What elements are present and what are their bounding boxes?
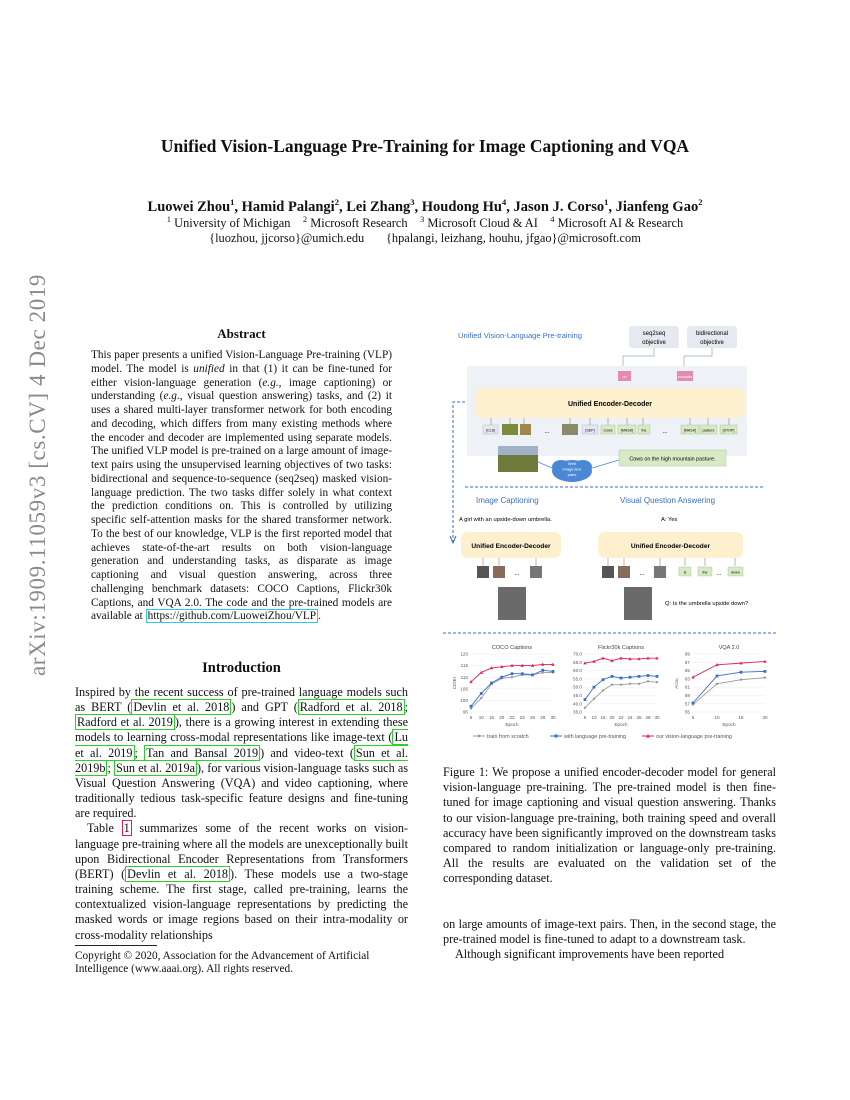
vqa-input-row xyxy=(602,566,743,578)
data-point xyxy=(611,675,614,678)
series-line xyxy=(471,670,553,706)
y-tick-label: 120 xyxy=(460,651,468,657)
y-tick-label: 57 xyxy=(684,701,690,707)
y-tick-label: 60.0 xyxy=(573,668,582,674)
region-thumbnail xyxy=(618,566,630,578)
token-label: [CLS] xyxy=(486,428,495,433)
data-point xyxy=(480,692,483,695)
masked-token-label: mountain xyxy=(677,375,693,379)
citation-link[interactable]: Tan and Bansal 2019 xyxy=(146,745,259,760)
text-run: This paper presents a unified Vision-Language Pre-training (VLP) model. The model is xyxy=(91,349,392,375)
girl-umbrella-image xyxy=(624,587,652,620)
masked-token-label: on xyxy=(622,375,627,379)
y-tick-label: 70.0 xyxy=(573,651,582,657)
text-run: unified xyxy=(193,362,225,375)
data-point xyxy=(638,675,641,678)
paragraph xyxy=(75,821,408,942)
x-tick-label: 30 xyxy=(654,715,660,720)
affiliation: Microsoft Cloud & AI xyxy=(427,216,538,230)
data-point xyxy=(647,680,649,682)
y-tick-label: 50.0 xyxy=(573,684,582,690)
token-label: the xyxy=(641,428,647,433)
token-label: pasture xyxy=(702,428,715,433)
data-point xyxy=(602,689,604,691)
text-run: ; xyxy=(107,760,115,775)
token-label: [SEP] xyxy=(585,428,595,433)
data-point xyxy=(602,678,605,681)
data-point xyxy=(764,676,766,678)
region-thumbnail xyxy=(493,566,505,578)
author-affil-mark: 3 xyxy=(410,197,415,208)
y-tick-label: 59 xyxy=(684,693,690,699)
data-point xyxy=(740,671,743,674)
x-axis-label: Epoch xyxy=(614,722,628,727)
x-tick-label: 15 xyxy=(488,715,495,720)
data-point xyxy=(620,683,622,685)
text-run: Table xyxy=(87,821,122,836)
text-run: . xyxy=(318,610,321,623)
citation-link[interactable]: Sun et al. 2019b xyxy=(75,745,408,775)
author-list: Luowei Zhou$^1$, Hamid Palangi$^2$, Lei Zhang$^3$, Houdong Hu$^4$, Jason J. Corso$^1$, Jianfeng Gao$^2$ xyxy=(147,197,703,215)
data-point xyxy=(716,675,719,678)
data-point xyxy=(542,671,544,673)
citation-link[interactable]: Sun et al. 2019a xyxy=(116,760,195,775)
text-run: ), for various vision-language tasks such as Visual Question Answering (VQA) and video captioning, where traditionally tedious task-specific feature designs and fine-tuning are required. xyxy=(75,760,409,821)
region-thumbnail xyxy=(562,424,578,435)
author-name: Jason J. Corso xyxy=(513,199,605,215)
pair-caption-label: Cows on the high mountain pasture. xyxy=(629,456,716,463)
figure-1-diagram xyxy=(443,322,776,742)
data-point xyxy=(647,674,650,677)
affiliation: Microsoft AI & Research xyxy=(557,216,684,230)
paragraph xyxy=(75,685,408,821)
vqa-title: Visual Question Answering xyxy=(620,496,716,505)
figure-1 xyxy=(443,322,776,742)
paragraph: on large amounts of image-text pairs. Then, in the second stage, the pre-trained model is fine-tuned to adapt to a downstream task. xyxy=(443,917,776,947)
objective-label: bidirectional xyxy=(695,331,729,337)
affiliation-line xyxy=(75,213,775,231)
chart-title: VQA 2.0 xyxy=(718,645,740,651)
author-name: Houdong Hu xyxy=(421,199,502,215)
encoder-label: Unified Encoder-Decoder xyxy=(567,401,653,408)
data-point xyxy=(764,670,767,673)
affil-mark: 1 xyxy=(166,213,172,224)
ellipsis: ... xyxy=(544,429,550,435)
affiliations xyxy=(75,213,775,246)
encoder-label: Unified Encoder-Decoder xyxy=(471,543,551,550)
data-point xyxy=(692,701,695,704)
data-point xyxy=(629,676,632,679)
chart-title: Flickr30k Captions xyxy=(597,645,645,651)
ellipsis: ... xyxy=(662,429,668,435)
ellipsis: ... xyxy=(639,571,645,577)
objective-label: objective xyxy=(642,340,666,346)
data-point xyxy=(593,698,595,700)
email: {hpalangi, leizhang, houhu, jfgao}@microsoft.com xyxy=(385,231,641,245)
text-run: ). These models use a two-stage training scheme. The first stage, called pre-training, learns the contextualized vision-language representations by predicting the masked words or image regions based on their intra-modality or cross-modality relationships xyxy=(75,866,409,942)
captioning-encoder-block xyxy=(461,532,561,558)
right-column-text xyxy=(443,917,776,962)
x-tick-label: 28 xyxy=(645,715,651,720)
text-run: ; xyxy=(404,700,408,715)
introduction-heading: Introduction xyxy=(202,660,281,676)
cloud-label: Web xyxy=(567,461,577,466)
email: {luozhou, jjcorso}@umich.edu xyxy=(209,231,365,245)
author-affil-mark: 1 xyxy=(604,197,609,208)
token-label: [MASK] xyxy=(683,428,697,433)
x-tick-label: 20 xyxy=(499,715,505,720)
figure-caption: Figure 1: We propose a unified encoder-decoder model for general vision-language pre-training. The pre-trained model is then fine-tuned for image captioning and visual question answering. Thanks to our vision-language pre-training, both training speed and overall accuracy have been significantly improved on the downstream tasks compared to random initialization or language-only pre-training. All the results are evaluated on the validation set of the corresponding dataset. xyxy=(443,765,776,886)
data-point xyxy=(490,682,493,685)
y-tick-label: 55.0 xyxy=(573,676,582,682)
vqa-question-label: Q: Is the umbrella upside down? xyxy=(665,601,749,607)
image-captioning-title: Image Captioning xyxy=(476,496,539,505)
citation-link[interactable]: Lu et al. 2019 xyxy=(75,730,408,760)
x-tick-label: 26 xyxy=(529,715,536,720)
token-label: [MASK] xyxy=(620,428,634,433)
region-thumbnail xyxy=(502,424,518,435)
text-run: e.g. xyxy=(163,390,180,403)
x-tick-label: 10 xyxy=(714,715,720,720)
author-name: Luowei Zhou xyxy=(147,199,231,215)
arxiv-identifier: arXiv:1909.11059v3 [cs.CV] 4 Dec 2019 xyxy=(25,273,50,677)
affiliation: Microsoft Research xyxy=(310,216,408,230)
x-axis-label: Epoch xyxy=(722,722,736,727)
data-point xyxy=(511,676,513,678)
citation-link[interactable]: Devlin et al. 2018 xyxy=(127,866,229,881)
data-point xyxy=(480,697,482,699)
text-run: e.g. xyxy=(262,376,279,389)
region-thumbnail xyxy=(477,566,489,578)
y-tick-label: 100 xyxy=(460,698,468,703)
text-run: summarizes some of the recent works on vision-language pre-training where all the models are unexceptionally built upon Bidirectional Encoder Representations from Transformers (BERT) ( xyxy=(75,821,409,881)
data-point xyxy=(620,677,623,680)
data-point xyxy=(629,683,631,685)
data-point xyxy=(740,678,742,680)
data-point xyxy=(638,683,640,685)
text-run: ), there is a growing interest in extending these models to learning cross-modal representations like image-text ( xyxy=(75,715,409,745)
author-name: Jianfeng Gao xyxy=(615,199,699,215)
text-run: 2020, Association for the Advancement of Artificial Intelligence (www.aaai.org). All rights reserved. xyxy=(75,950,370,976)
data-point xyxy=(593,686,596,689)
x-tick-label: 24 xyxy=(519,715,525,720)
region-thumbnail xyxy=(520,424,531,435)
footnote-rule xyxy=(75,945,157,946)
x-axis-label: Epoch xyxy=(505,722,519,727)
y-tick-label: 95 xyxy=(462,709,468,715)
copyright-symbol: © xyxy=(123,950,133,962)
vqa-encoder-block xyxy=(598,532,743,558)
x-tick-label: 26 xyxy=(636,715,642,720)
data-point xyxy=(531,673,534,676)
x-tick-label: 5 xyxy=(583,715,587,720)
text-run: ) and video-text ( xyxy=(260,745,354,760)
y-tick-label: 45.0 xyxy=(573,693,582,699)
affil-mark: 2 xyxy=(302,213,308,224)
caption-output-label: A girl with an upside-down umbrella. xyxy=(459,517,552,523)
x-tick-label: 22 xyxy=(509,715,515,720)
introduction-text xyxy=(75,685,408,943)
y-tick-label: 35.0 xyxy=(573,709,582,715)
data-point xyxy=(584,698,587,701)
vqa-answer-label: A: Yes xyxy=(661,517,678,523)
data-point xyxy=(541,669,544,672)
paragraph: Although significant improvements have been reported xyxy=(455,947,725,962)
legend-marker xyxy=(555,735,558,738)
chart-legend xyxy=(473,734,732,740)
email-line xyxy=(75,231,775,246)
seq2seq-objective-box xyxy=(629,326,679,348)
data-point xyxy=(511,672,514,675)
y-tick-label: 115 xyxy=(460,663,468,669)
legend-marker xyxy=(478,735,481,738)
data-point xyxy=(656,675,659,678)
y-tick-label: 55 xyxy=(684,709,690,715)
data-point xyxy=(584,707,586,709)
data-point xyxy=(470,705,473,708)
x-tick-label: 22 xyxy=(618,715,624,720)
x-tick-label: 20 xyxy=(762,715,768,720)
legend-entry: train from scratch xyxy=(487,734,529,740)
author-affil-mark: 1 xyxy=(230,197,235,208)
x-tick-label: 10 xyxy=(591,715,597,720)
y-tick-label: 63 xyxy=(684,676,690,682)
token-label: Cows xyxy=(603,428,613,433)
arxiv-stamp xyxy=(18,273,58,677)
abstract-heading: Abstract xyxy=(217,326,266,341)
series-line xyxy=(693,661,765,677)
data-point xyxy=(552,670,555,673)
copyright-notice xyxy=(75,950,408,977)
legend-entry: with language pre-training xyxy=(564,734,627,740)
cloud-label: image-text xyxy=(562,466,582,472)
legend-entry: our vision-language pre-training xyxy=(656,734,732,740)
y-tick-label: 110 xyxy=(460,674,468,680)
y-tick-label: 69 xyxy=(684,651,690,657)
author-affil-mark: 4 xyxy=(501,197,507,208)
text-run: ) and GPT ( xyxy=(231,700,298,715)
y-tick-label: 61 xyxy=(684,684,690,690)
web-data-cloud xyxy=(552,460,592,482)
paper-title: Unified Vision-Language Pre-Training for Image Captioning and VQA xyxy=(160,136,690,156)
x-tick-label: 15 xyxy=(600,715,606,720)
citation-link[interactable]: Radford et al. 2019 xyxy=(77,715,173,730)
x-tick-label: 28 xyxy=(540,715,546,720)
objective-label: seq2seq xyxy=(642,331,666,337)
y-tick-label: 65.0 xyxy=(573,659,582,665)
text-run: , image captioning) or understanding ( xyxy=(91,376,392,403)
table-reference-link[interactable]: 1 xyxy=(123,821,130,836)
data-point xyxy=(500,676,503,679)
bidirectional-objective-box xyxy=(687,326,737,348)
captioning-input-row xyxy=(477,566,542,578)
y-tick-label: 65 xyxy=(684,668,690,674)
region-thumbnail xyxy=(602,566,614,578)
text-run: , visual question answering) tasks, and (2) it uses a shared multi-layer transformer network for both encoding and decoding, which differs from many existing methods where the encoder and decoder are implemented using separate models. The unified VLP model is pre-trained on a large amount of image-text pairs using the unsupervised learning objectives of two tasks: bidirectional and sequence-to-sequence (seq2seq) masked vision-language prediction. The two tasks differ solely in what context the prediction conditions on. This is controlled by utilizing specific self-attention masks for the shared transformer network. To the best of our knowledge, VLP is the first reported model that achieves state-of-the-art results on both vision-language generation and understanding tasks, as disparate as image captioning and visual question answering, across three challenging benchmark datasets: COCO Captions, Flickr30k Captions, and VQA 2.0. The code and the pre-trained models are available at xyxy=(91,390,392,623)
girl-umbrella-image xyxy=(498,587,526,620)
text-run: Copyright xyxy=(75,950,124,962)
author-name: Hamid Palangi xyxy=(241,199,335,215)
token-connectors xyxy=(483,558,735,566)
y-tick-label: 67 xyxy=(684,659,690,665)
code-url-link[interactable]: https://github.com/LuoweiZhou/VLP xyxy=(147,610,317,623)
pretraining-title: Unified Vision-Language Pre-training xyxy=(458,331,582,340)
author-affil-mark: 2 xyxy=(698,197,703,208)
y-tick-label: 105 xyxy=(460,686,468,692)
region-thumbnail xyxy=(654,566,666,578)
affiliation: University of Michigan xyxy=(174,216,291,230)
token-label: the xyxy=(702,570,708,575)
region-thumbnail xyxy=(530,566,542,578)
y-tick-label: 40.0 xyxy=(573,701,582,707)
citation-link[interactable]: Radford et al. 2018 xyxy=(299,700,403,715)
text-run: ; xyxy=(134,745,145,760)
ellipsis: ... xyxy=(716,571,722,577)
data-point xyxy=(716,683,718,685)
x-tick-label: 10 xyxy=(478,715,484,720)
data-point xyxy=(611,683,613,685)
ellipsis: ... xyxy=(514,571,520,577)
data-point xyxy=(601,656,604,659)
pretraining-encoder-block xyxy=(475,388,745,418)
x-tick-label: 24 xyxy=(627,715,633,720)
cloud-label: pairs xyxy=(567,472,577,477)
text-run: in that (1) it can be fine-tuned for either vision-language generation ( xyxy=(91,362,392,389)
author-name: Lei Zhang xyxy=(346,199,411,215)
input-token-row xyxy=(483,424,737,435)
text-run: Inspired by the recent success of pre-trained language models such as BERT ( xyxy=(75,685,408,715)
data-point xyxy=(470,707,472,709)
x-tick-label: 20 xyxy=(609,715,615,720)
y-axis-label: CIDEr xyxy=(452,676,457,690)
x-tick-label: 15 xyxy=(738,715,744,720)
encoder-label: Unified Encoder-Decoder xyxy=(630,543,711,550)
token-label: down xyxy=(731,570,740,575)
citation-link[interactable]: Devlin et al. 2018 xyxy=(133,700,230,715)
x-tick-label: 5 xyxy=(691,715,695,720)
author-affil-mark: 2 xyxy=(334,197,339,208)
results-charts xyxy=(452,645,768,727)
affil-mark: 4 xyxy=(550,213,555,224)
data-point xyxy=(521,672,524,675)
token-label: [STOP] xyxy=(722,428,735,433)
token-label: is xyxy=(683,570,687,575)
affil-mark: 3 xyxy=(420,213,425,224)
y-axis-label: Accu. xyxy=(674,677,679,689)
x-tick-label: 5 xyxy=(469,715,473,720)
abstract-text xyxy=(75,349,408,624)
objective-label: objective xyxy=(700,340,724,346)
data-point xyxy=(656,681,658,683)
chart-title: COCO Captions xyxy=(491,645,533,651)
x-tick-label: 30 xyxy=(550,715,556,720)
